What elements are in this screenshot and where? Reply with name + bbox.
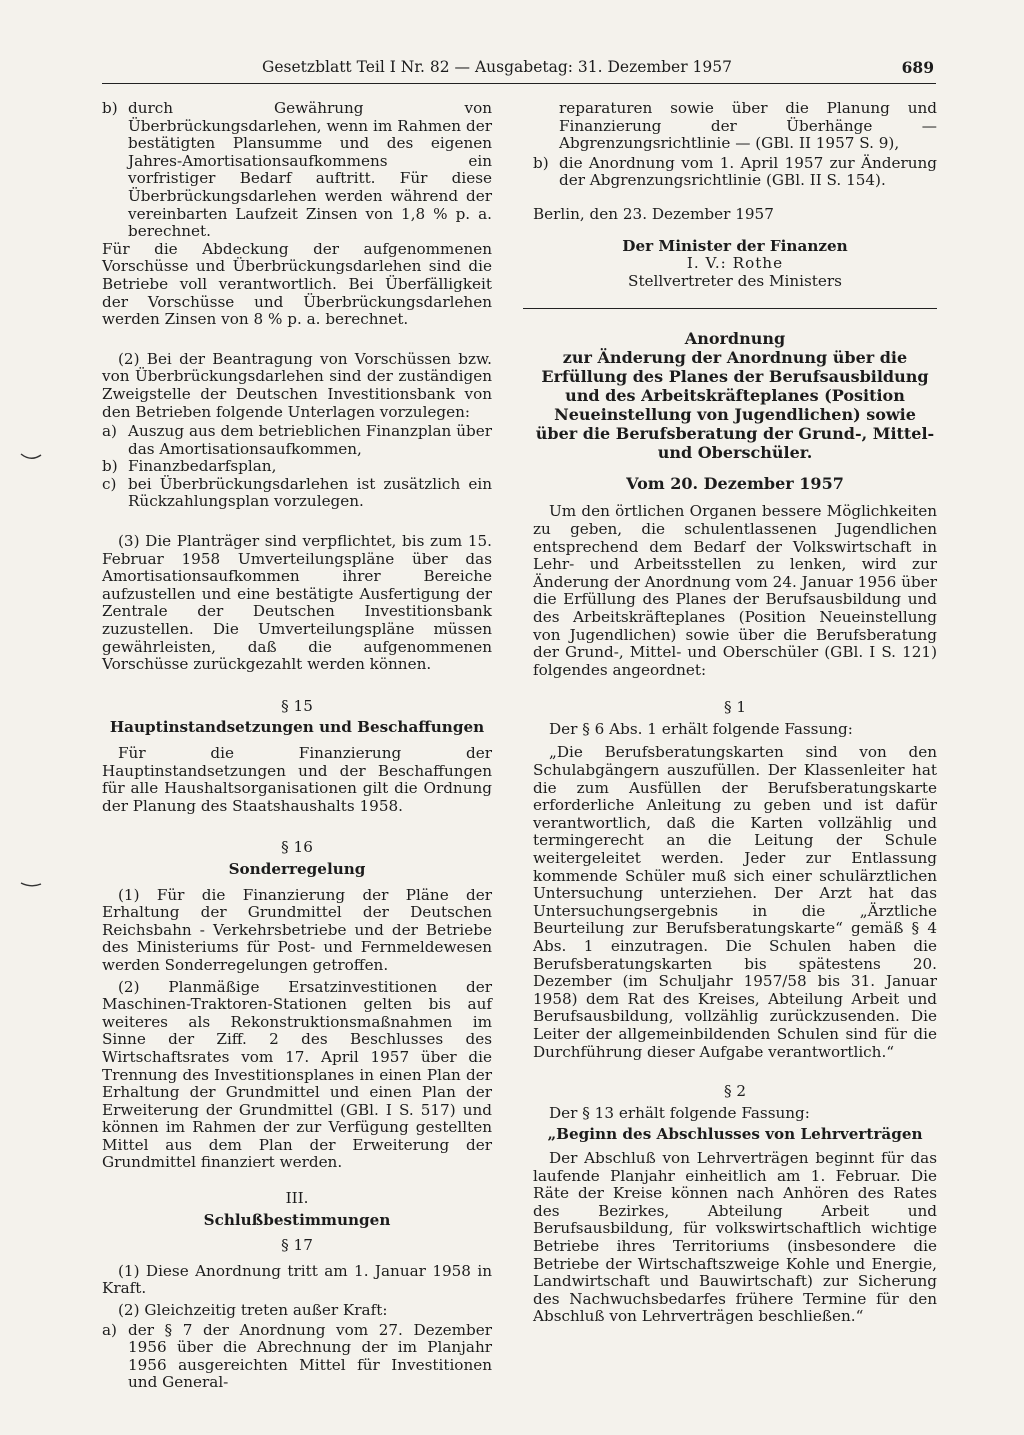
paragraph: (1) Diese Anordnung tritt am 1. Januar 1958 in Kraft. xyxy=(102,1261,492,1298)
list-item: b) Finanzbedarfsplan, xyxy=(102,457,277,476)
paragraph: (2) Gleichzeitig treten außer Kraft: xyxy=(118,1301,388,1320)
list-item xyxy=(102,100,492,241)
signature-role: Stellvertreter des Ministers xyxy=(628,271,842,290)
document-subtitle: zur Änderung der Anordnung über die Erfüllung des Planes der Berufsausbildung und des Arbeitskräfteplanes (Position Neueinstellung von Jugendlichen) sowie über die Berufsberatung der Grund-, Mittel- und Oberschüler. xyxy=(535,348,935,463)
section-number: § 1 xyxy=(723,698,747,717)
signature-authority: Der Minister der Finanzen xyxy=(622,236,848,255)
signature-name: I. V.: Rothe xyxy=(686,254,784,273)
document-date: Vom 20. Dezember 1957 xyxy=(626,474,844,494)
paragraph: (3) Die Planträger sind verpflichtet, bis zum 15. Februar 1958 Umverteilungspläne über das Amortisationsaufkommen ihrer Bereiche aufzustellen und eine bestätigte Ausfertigung der Zentrale der Deutschen Investitionsbank zuzustellen. Die Umverteilungspläne müssen gewährleisten, daß die aufgenommenen Vorschüsse zurückgezahlt werden können. xyxy=(102,532,492,674)
document-title: Anordnung xyxy=(684,329,786,349)
section-number: § 16 xyxy=(281,838,313,857)
paragraph: Der § 6 Abs. 1 erhält folgende Fassung: xyxy=(549,719,853,738)
section-number: § 17 xyxy=(281,1236,313,1255)
section-divider xyxy=(523,308,937,309)
quoted-title: „Beginn des Abschlusses von Lehrverträgen xyxy=(547,1125,923,1144)
left-column xyxy=(102,100,492,1392)
paragraph: (1) Für die Finanzierung der Pläne der Erhaltung der Grundmittel der Deutschen Reichsbahn - Verkehrsbetriebe und der Betriebe des Ministeriums für Post- und Fernmeldewesen werden Sonderregelungen getroffen. xyxy=(102,885,492,974)
header-rule xyxy=(102,83,936,84)
quoted-paragraph: „Die Berufsberatungskarten sind von den Schulabgängern auszufüllen. Der Klassenleiter hat die zum Ausfüllen der Berufsberatungskarte erforderliche Anleitung zu geben und ist dafür verantwortlich, daß die Karten vollzählig und termingerecht an die Leitung der Schule weitergeleitet werden. Jeder zur Entlassung kommende Schüler muß sich einer schulärztlichen Untersuchung unterziehen. Der Arzt hat das Untersuchungsergebnis in die „Ärztliche Beurteilung zur Berufsberatungskarte“ gemäß § 4 Abs. 1 einzutragen. Die Schulen haben die Berufsberatungskarten bis spätestens 20. Dezember (im Schuljahr 1957/58 bis 31. Januar 1958) dem Rat des Kreises, Abteilung Arbeit und Berufsausbildung, vollzählig zurückzusenden. Die Leiter der allgemeinbildenden Schulen sind für die Durchführung dieser Aufgabe verantwortlich.“ xyxy=(533,743,937,1061)
margin-mark-icon xyxy=(20,880,42,890)
list-item: a) der § 7 der Anordnung vom 27. Dezember 1956 über die Abrechnung der im Planjahr 1956 ausgereichten Mittel für Investitionen und General- xyxy=(102,1320,492,1392)
list-item: a) Auszug aus dem betrieblichen Finanzplan über das Amortisationsaufkommen, xyxy=(102,422,492,458)
paragraph: Für die Abdeckung der aufgenommenen Vorschüsse und Überbrückungsdarlehen sind die Betriebe voll verantwortlich. Bei Überfälligkeit der Vorschüsse und Überbrückungsdarlehen werden Zinsen von 8 % p. a. berechnet. xyxy=(102,239,492,329)
paragraph: Für die Finanzierung der Hauptinstandsetzungen und der Beschaffungen für alle Haushaltsorganisationen gilt die Ordnung der Planung des Staatshaushalts 1958. xyxy=(102,744,492,815)
paragraph: Der § 13 erhält folgende Fassung: xyxy=(549,1103,810,1122)
document-list xyxy=(102,423,492,511)
running-title: Gesetzblatt Teil I Nr. 82 — Ausgabetag: 31. Dezember 1957 xyxy=(262,58,733,76)
paragraph: reparaturen sowie über die Planung und Finanzierung der Überhänge — Abgrenzungsrichtlinie — (GBl. II 1957 S. 9), xyxy=(559,99,937,153)
paragraph: (2) Bei der Beantragung von Vorschüssen bzw. von Überbrückungsdarlehen sind der zuständigen Zweigstelle der Deutschen Investitionsbank von den Betrieben folgende Unterlagen vorzulegen: xyxy=(102,349,492,421)
right-column xyxy=(533,100,937,1336)
running-header xyxy=(262,58,934,76)
margin-mark-icon xyxy=(20,452,42,462)
part-title: Schlußbestimmungen xyxy=(203,1210,391,1229)
place-date: Berlin, den 23. Dezember 1957 xyxy=(533,204,774,223)
page-number: 689 xyxy=(901,58,934,77)
section-title: Sonderregelung xyxy=(228,859,366,878)
list-label: b) xyxy=(102,99,118,117)
list-item: b) die Anordnung vom 1. April 1957 zur Änderung der Abgrenzungsrichtlinie (GBl. II S. 154). xyxy=(533,153,937,190)
paragraph: (2) Planmäßige Ersatzinvestitionen der Maschinen-Traktoren-Stationen gelten bis auf weiteres als Rekonstruktionsmaßnahmen im Sinne der Ziff. 2 des Beschlusses des Wirtschaftsrates vom 17. April 1957 über die Trennung des Investitionsplanes in einen Plan der Erhaltung der Grundmittel und einen Plan der Erweiterung der Grundmittel (GBl. I S. 517) und können im Rahmen der zur Verfügung gestellten Mittel aus dem Plan der Erweiterung der Grundmittel finanziert werden. xyxy=(102,977,492,1172)
list-item: c) bei Überbrückungsdarlehen ist zusätzlich ein Rückzahlungsplan vorzulegen. xyxy=(102,474,492,511)
paragraph: Der Abschluß von Lehrverträgen beginnt für das laufende Planjahr einheitlich am 1. Februar. Die Räte der Kreise können nach Anhören des Rates des Bezirkes, Abteilung Arbeit und Berufsausbildung, für volkswirtschaftlich wichtige Betriebe ihres Territoriums (insbesondere die Betriebe der Wirtschaftszweige Kohle und Energie, Landwirtschaft und Bauwirtschaft) zur Sicherung des Nachwuchsbedarfes frühere Termine für den Abschluß von Lehrverträgen beschließen.“ xyxy=(533,1148,937,1326)
list-text: durch Gewährung von Überbrückungsdarlehen, wenn im Rahmen der bestätigten Plansumme und des eigenen Jahres-Amortisationsaufkommens ein vorfristiger Bedarf auftritt. Für diese Überbrückungsdarlehen werden während der vereinbarten Laufzeit Zinsen von 1,8 % p. a. berechnet. xyxy=(128,99,492,241)
part-number: III. xyxy=(285,1189,309,1208)
section-number: § 2 xyxy=(723,1082,747,1101)
section-title: Hauptinstandsetzungen und Beschaffungen xyxy=(109,718,485,737)
section-number: § 15 xyxy=(281,696,313,715)
paragraph: Um den örtlichen Organen bessere Möglichkeiten zu geben, die schulentlassenen Jugendlichen entsprechend dem Bedarf der Volkswirtschaft in Lehr- und Arbeitsstellen zu lenken, wird zur Änderung der Anordnung vom 24. Januar 1956 über die Erfüllung des Planes der Berufsausbildung und des Arbeitskräfteplanes (Position Neueinstellung von Jugendlichen) sowie über die Berufsberatung der Grund-, Mittel- und Oberschüler (GBl. I S. 121) folgendes angeordnet: xyxy=(533,502,937,679)
